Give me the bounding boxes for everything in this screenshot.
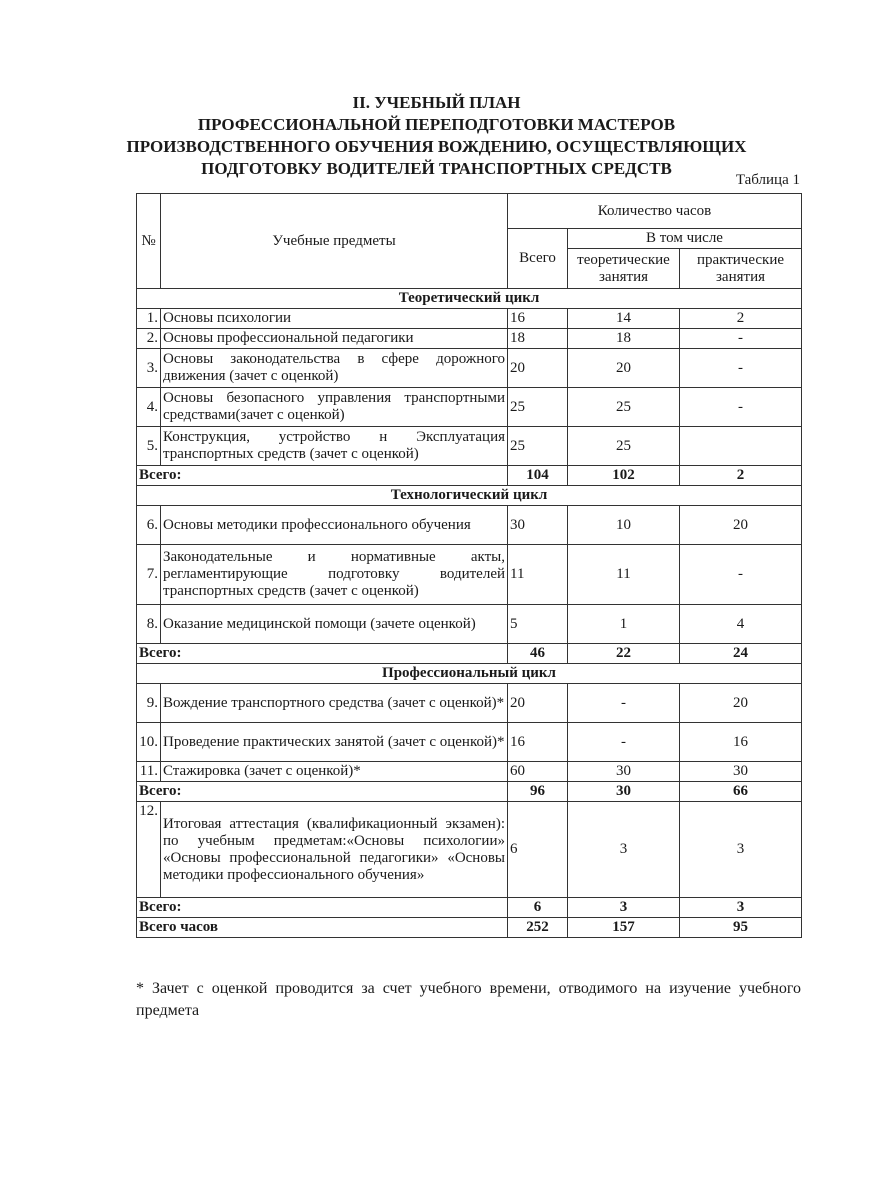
subtotal-total: 6 xyxy=(508,898,568,918)
row-subject: Основы психологии xyxy=(161,309,508,329)
row-total: 25 xyxy=(508,427,568,466)
row-practice: 16 xyxy=(680,723,802,762)
title-line-1: II. УЧЕБНЫЙ ПЛАН xyxy=(352,93,521,112)
header-hours: Количество часов xyxy=(508,194,802,229)
row-practice: 3 xyxy=(680,802,802,898)
row-theory: 25 xyxy=(568,427,680,466)
row-total: 6 xyxy=(508,802,568,898)
row-practice: 30 xyxy=(680,762,802,782)
row-theory: 14 xyxy=(568,309,680,329)
subtotal-label: Всего: xyxy=(137,782,508,802)
row-total: 16 xyxy=(508,723,568,762)
subtotal-label: Всего: xyxy=(137,466,508,486)
subtotal-row xyxy=(137,644,802,664)
row-subject: Основы законодательства в сфере дорожного движения (зачет с оценкой) xyxy=(161,349,508,388)
subtotal-theory: 3 xyxy=(568,898,680,918)
table-row xyxy=(137,762,802,782)
row-practice: - xyxy=(680,545,802,605)
table-row xyxy=(137,388,802,427)
row-theory: 11 xyxy=(568,545,680,605)
row-practice: - xyxy=(680,349,802,388)
subtotal-total: 96 xyxy=(508,782,568,802)
table-caption: Таблица 1 xyxy=(735,172,800,188)
row-practice: - xyxy=(680,388,802,427)
table-row xyxy=(137,684,802,723)
row-total: 11 xyxy=(508,545,568,605)
row-total: 5 xyxy=(508,605,568,644)
row-number: 8. xyxy=(137,605,161,644)
title-line-4: ПОДГОТОВКУ ВОДИТЕЛЕЙ ТРАНСПОРТНЫХ СРЕДСТВ xyxy=(201,159,672,178)
row-subject: Основы методики профессионального обучения xyxy=(161,506,508,545)
footnote: * Зачет с оценкой проводится за счет учебного времени, отводимого на изучение учебного предмета xyxy=(136,980,801,1019)
header-number: № xyxy=(137,194,161,289)
header-including: В том числе xyxy=(568,229,802,249)
header-total: Всего xyxy=(508,229,568,289)
row-total: 25 xyxy=(508,388,568,427)
row-theory: - xyxy=(568,723,680,762)
row-total: 60 xyxy=(508,762,568,782)
subtotal-label: Всего: xyxy=(137,898,508,918)
section-title: Теоретический цикл xyxy=(137,289,802,309)
header-theory: теоретические занятия xyxy=(568,249,680,289)
row-theory: - xyxy=(568,684,680,723)
table-row xyxy=(137,723,802,762)
row-number: 4. xyxy=(137,388,161,427)
grand-total-theory: 157 xyxy=(568,918,680,938)
row-total: 16 xyxy=(508,309,568,329)
subtotal-row xyxy=(137,898,802,918)
row-number: 11. xyxy=(137,762,161,782)
row-subject: Основы профессиональной педагогики xyxy=(161,329,508,349)
row-number: 6. xyxy=(137,506,161,545)
row-theory: 20 xyxy=(568,349,680,388)
row-practice: 20 xyxy=(680,684,802,723)
subtotal-practice: 24 xyxy=(680,644,802,664)
title-line-2: ПРОФЕССИОНАЛЬНОЙ ПЕРЕПОДГОТОВКИ МАСТЕРОВ xyxy=(197,115,676,134)
subtotal-total: 104 xyxy=(508,466,568,486)
row-practice: 4 xyxy=(680,605,802,644)
row-number: 12. xyxy=(137,802,161,898)
row-practice: 2 xyxy=(680,309,802,329)
row-number: 5. xyxy=(137,427,161,466)
table-row xyxy=(137,329,802,349)
row-theory: 18 xyxy=(568,329,680,349)
header-practice: практические занятия xyxy=(680,249,802,289)
curriculum-table xyxy=(136,193,802,938)
row-total: 20 xyxy=(508,684,568,723)
row-subject: Проведение практических занятой (зачет с оценкой)* xyxy=(161,723,508,762)
grand-total-practice: 95 xyxy=(680,918,802,938)
row-practice xyxy=(680,427,802,466)
table-row xyxy=(137,802,802,898)
row-theory: 1 xyxy=(568,605,680,644)
subtotal-practice: 66 xyxy=(680,782,802,802)
row-subject: Итоговая аттестация (квалификационный экзамен): по учебным предметам:«Основы психологии» «Основы профессиональной педагогики» «Основы методики профессионального обучения» xyxy=(161,802,508,898)
row-number: 2. xyxy=(137,329,161,349)
title-line-3: ПРОИЗВОДСТВЕННОГО ОБУЧЕНИЯ ВОЖДЕНИЮ, ОСУЩЕСТВЛЯЮЩИХ xyxy=(126,137,747,156)
table-row xyxy=(137,506,802,545)
subtotal-theory: 102 xyxy=(568,466,680,486)
document-title xyxy=(0,92,873,180)
row-total: 20 xyxy=(508,349,568,388)
subtotal-theory: 22 xyxy=(568,644,680,664)
table-row xyxy=(137,349,802,388)
row-practice: - xyxy=(680,329,802,349)
row-practice: 20 xyxy=(680,506,802,545)
row-subject: Основы безопасного управления транспортными средствами(зачет с оценкой) xyxy=(161,388,508,427)
table-row xyxy=(137,427,802,466)
section-title: Технологический цикл xyxy=(137,486,802,506)
header-subjects: Учебные предметы xyxy=(161,194,508,289)
subtotal-row xyxy=(137,782,802,802)
row-number: 10. xyxy=(137,723,161,762)
grand-total-total: 252 xyxy=(508,918,568,938)
subtotal-total: 46 xyxy=(508,644,568,664)
row-number: 9. xyxy=(137,684,161,723)
subtotal-practice: 2 xyxy=(680,466,802,486)
row-subject: Стажировка (зачет с оценкой)* xyxy=(161,762,508,782)
row-subject: Конструкция, устройство н Эксплуатация транспортных средств (зачет с оценкой) xyxy=(161,427,508,466)
row-number: 7. xyxy=(137,545,161,605)
row-number: 1. xyxy=(137,309,161,329)
row-theory: 30 xyxy=(568,762,680,782)
table-row xyxy=(137,605,802,644)
row-theory: 10 xyxy=(568,506,680,545)
row-total: 18 xyxy=(508,329,568,349)
grand-total-label: Всего часов xyxy=(137,918,508,938)
table-row xyxy=(137,545,802,605)
row-subject: Законодательные и нормативные акты, регламентирующие подготовку водителей транспортных средств (зачет с оценкой) xyxy=(161,545,508,605)
row-subject: Вождение транспортного средства (зачет с оценкой)* xyxy=(161,684,508,723)
row-theory: 25 xyxy=(568,388,680,427)
row-subject: Оказание медицинской помощи (зачете оценкой) xyxy=(161,605,508,644)
grand-total-row xyxy=(137,918,802,938)
subtotal-row xyxy=(137,466,802,486)
subtotal-practice: 3 xyxy=(680,898,802,918)
row-number: 3. xyxy=(137,349,161,388)
section-title: Профессиональный цикл xyxy=(137,664,802,684)
subtotal-label: Всего: xyxy=(137,644,508,664)
row-total: 30 xyxy=(508,506,568,545)
row-theory: 3 xyxy=(568,802,680,898)
table-row xyxy=(137,309,802,329)
subtotal-theory: 30 xyxy=(568,782,680,802)
